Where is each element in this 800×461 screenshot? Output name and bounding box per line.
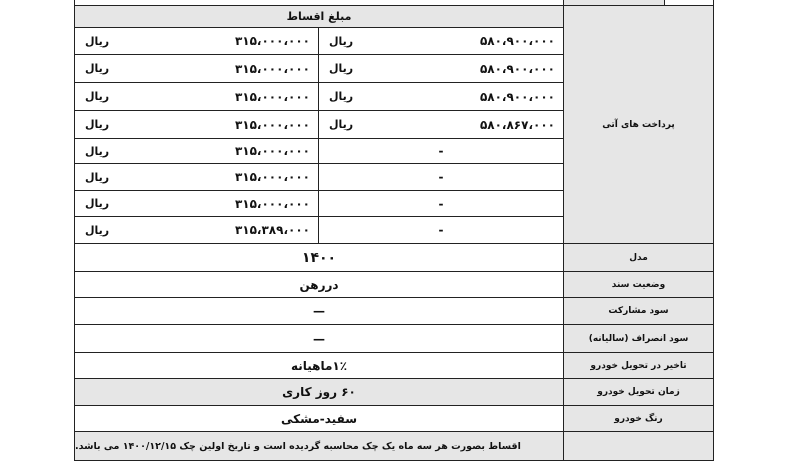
delivery-delay-label: تاخیر در تحویل خودرو <box>563 352 714 379</box>
model-value: ۱۴۰۰ <box>74 243 564 272</box>
installment-amount: ۳۱۵،۰۰۰،۰۰۰ <box>234 89 310 104</box>
footnote: اقساط بصورت هر سه ماه یک چک محاسبه گردیده است و تاریخ اولین چک ۱۴۰۰/۱۲/۱۵ می باشد. <box>74 431 564 461</box>
currency-label: ریال <box>329 118 354 131</box>
currency-label: ریال <box>329 62 354 75</box>
installment-amount: ۳۱۵،۰۰۰،۰۰۰ <box>234 170 310 184</box>
currency-label: ریال <box>85 90 110 103</box>
installment-left-cell <box>74 110 319 139</box>
delivery-time-label: زمان تحویل خودرو <box>563 378 714 406</box>
cancellation-profit-label: سود انصراف (سالیانه) <box>563 324 714 353</box>
installment-left-cell <box>74 27 319 55</box>
installment-amount: ۵۸۰،۹۰۰،۰۰۰ <box>479 61 555 76</box>
installment-right-cell: - <box>318 163 564 191</box>
currency-label: ریال <box>85 170 110 184</box>
installment-right-cell <box>318 82 564 111</box>
model-label: مدل <box>563 243 714 272</box>
installment-right-cell <box>318 110 564 139</box>
currency-label: ریال <box>85 34 110 48</box>
installment-right-cell <box>318 54 564 83</box>
car-color-value: سفید-مشکی <box>74 405 564 432</box>
installment-left-cell <box>74 54 319 83</box>
participation-profit-label: سود مشارکت <box>563 297 714 325</box>
installment-right-cell: - <box>318 138 564 164</box>
installment-amount: ۳۱۵،۰۰۰،۰۰۰ <box>234 61 310 76</box>
installment-amount: ۳۱۵،۰۰۰،۰۰۰ <box>234 34 310 48</box>
check-status-value: دررهن <box>74 271 564 298</box>
delivery-time-value: ۶۰ روز کاری <box>74 378 564 406</box>
installment-left-cell <box>74 138 319 164</box>
check-status-label: وضعیت سند <box>563 271 714 298</box>
participation-profit-value: — <box>74 297 564 325</box>
cancellation-profit-value: — <box>74 324 564 353</box>
installment-right-cell: - <box>318 216 564 244</box>
installment-amount: ۳۱۵،۰۰۰،۰۰۰ <box>234 196 310 211</box>
currency-label: ریال <box>85 62 110 75</box>
installments-header: مبلغ اقساط <box>74 5 564 28</box>
currency-label: ریال <box>329 90 354 103</box>
installment-amount: ۳۱۵،۰۰۰،۰۰۰ <box>234 144 310 158</box>
car-color-label: رنگ خودرو <box>563 405 714 432</box>
installment-amount: ۵۸۰،۹۰۰،۰۰۰ <box>479 89 555 104</box>
installment-left-cell <box>74 82 319 111</box>
currency-label: ریال <box>85 144 110 158</box>
installment-amount: ۵۸۰،۸۶۷،۰۰۰ <box>479 117 555 132</box>
currency-label: ریال <box>85 223 110 237</box>
installment-left-cell <box>74 163 319 191</box>
installment-amount: ۵۸۰،۹۰۰،۰۰۰ <box>479 34 555 48</box>
installment-right-cell <box>318 27 564 55</box>
footnote-label-cell <box>563 431 714 461</box>
future-payments-label: پرداخت های آتی <box>563 5 714 244</box>
currency-label: ریال <box>329 34 354 48</box>
installment-left-cell <box>74 190 319 217</box>
currency-label: ریال <box>85 197 110 210</box>
installment-right-cell: - <box>318 190 564 217</box>
delivery-delay-value: ۱٪ماهیانه <box>74 352 564 379</box>
installment-left-cell <box>74 216 319 244</box>
installment-amount: ۳۱۵،۳۸۹،۰۰۰ <box>234 223 310 237</box>
installment-amount: ۳۱۵،۰۰۰،۰۰۰ <box>234 117 310 132</box>
currency-label: ریال <box>85 118 110 131</box>
